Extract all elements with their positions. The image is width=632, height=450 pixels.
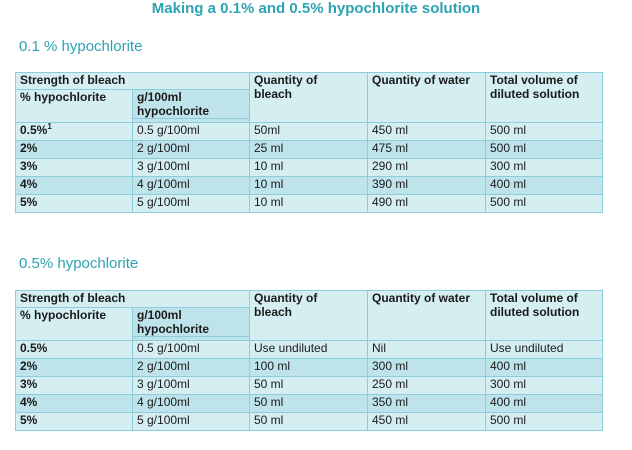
table-header-row xyxy=(16,291,603,308)
cell-water: 350 ml xyxy=(368,395,486,413)
cell-water: 490 ml xyxy=(368,195,486,213)
table-row xyxy=(16,341,603,359)
cell-bleach: 50 ml xyxy=(250,413,368,431)
cell-total: 400 ml xyxy=(486,395,603,413)
cell-water: 390 ml xyxy=(368,177,486,195)
cell-water: 250 ml xyxy=(368,377,486,395)
cell-total: 400 ml xyxy=(486,177,603,195)
cell-bleach: 10 ml xyxy=(250,195,368,213)
header-strength-of-bleach: Strength of bleach xyxy=(16,291,250,308)
section-heading-0-5-percent: 0.5% hypochlorite xyxy=(19,255,139,272)
header-line: Quantity of xyxy=(254,73,318,87)
cell-g-per-100ml: 0.5 g/100ml xyxy=(133,123,250,141)
table-row xyxy=(16,141,603,159)
cell-percent: 5% xyxy=(16,413,133,431)
cell-total: 500 ml xyxy=(486,413,603,431)
cell-bleach: 50 ml xyxy=(250,377,368,395)
dilution-table-0-5-percent xyxy=(15,290,603,431)
cell-total: Use undiluted xyxy=(486,341,603,359)
header-quantity-of-bleach xyxy=(250,73,368,123)
header-line: hypochlorite xyxy=(137,104,210,118)
cell-total: 300 ml xyxy=(486,377,603,395)
header-line: bleach xyxy=(254,87,293,101)
cell-total: 500 ml xyxy=(486,141,603,159)
cell-g-per-100ml: 5 g/100ml xyxy=(133,195,250,213)
cell-bleach: Use undiluted xyxy=(250,341,368,359)
cell-bleach: 25 ml xyxy=(250,141,368,159)
cell-percent: 4% xyxy=(16,395,133,413)
cell-water: 450 ml xyxy=(368,413,486,431)
header-line: Total volume of xyxy=(490,291,578,305)
header-g-per-100ml xyxy=(133,308,250,337)
cell-percent: 3% xyxy=(16,377,133,395)
header-quantity-of-bleach xyxy=(250,291,368,341)
dilution-table-0-1-percent xyxy=(15,72,603,213)
header-g-per-100ml xyxy=(133,90,250,119)
cell-g-per-100ml: 3 g/100ml xyxy=(133,377,250,395)
cell-bleach: 10 ml xyxy=(250,159,368,177)
cell-water: 300 ml xyxy=(368,359,486,377)
table-row xyxy=(16,195,603,213)
table-row xyxy=(16,377,603,395)
cell-water: 290 ml xyxy=(368,159,486,177)
header-line: diluted solution xyxy=(490,305,580,319)
cell-percent: 3% xyxy=(16,159,133,177)
section-heading-0-1-percent: 0.1 % hypochlorite xyxy=(19,38,143,55)
cell-bleach: 10 ml xyxy=(250,177,368,195)
cell-water: 475 ml xyxy=(368,141,486,159)
document-title: Making a 0.1% and 0.5% hypochlorite solution xyxy=(151,0,481,17)
header-line: Total volume of xyxy=(490,73,578,87)
cell-total: 300 ml xyxy=(486,159,603,177)
header-total-volume xyxy=(486,73,603,123)
header-line: hypochlorite xyxy=(137,322,210,336)
cell-bleach: 100 ml xyxy=(250,359,368,377)
header-line: bleach xyxy=(254,305,293,319)
cell-water: 450 ml xyxy=(368,123,486,141)
header-line: g/100ml xyxy=(137,308,182,322)
cell-percent: 5% xyxy=(16,195,133,213)
cell-total: 500 ml xyxy=(486,123,603,141)
header-quantity-of-water: Quantity of water xyxy=(368,291,486,341)
cell-total: 400 ml xyxy=(486,359,603,377)
header-line: g/100ml xyxy=(137,90,182,104)
cell-water: Nil xyxy=(368,341,486,359)
cell-text: 0.5% xyxy=(20,123,48,137)
cell-g-per-100ml: 0.5 g/100ml xyxy=(133,341,250,359)
table-row xyxy=(16,177,603,195)
header-total-volume xyxy=(486,291,603,341)
header-line: Quantity of xyxy=(254,291,318,305)
header-percent-hypochlorite: % hypochlorite xyxy=(16,308,133,341)
header-line: diluted solution xyxy=(490,87,580,101)
table-row xyxy=(16,123,603,141)
cell-g-per-100ml: 4 g/100ml xyxy=(133,395,250,413)
cell-percent: 0.5% xyxy=(16,341,133,359)
table-row xyxy=(16,413,603,431)
cell-percent xyxy=(16,123,133,141)
cell-percent: 4% xyxy=(16,177,133,195)
cell-g-per-100ml: 2 g/100ml xyxy=(133,359,250,377)
cell-percent: 2% xyxy=(16,359,133,377)
cell-g-per-100ml: 2 g/100ml xyxy=(133,141,250,159)
table-row xyxy=(16,359,603,377)
header-strength-of-bleach: Strength of bleach xyxy=(16,73,250,90)
cell-bleach: 50 ml xyxy=(250,395,368,413)
cell-percent: 2% xyxy=(16,141,133,159)
table-row xyxy=(16,159,603,177)
header-quantity-of-water: Quantity of water xyxy=(368,73,486,123)
footnote-marker: 1 xyxy=(47,122,52,131)
cell-bleach: 50ml xyxy=(250,123,368,141)
table-row xyxy=(16,395,603,413)
cell-g-per-100ml: 4 g/100ml xyxy=(133,177,250,195)
cell-g-per-100ml: 3 g/100ml xyxy=(133,159,250,177)
cell-g-per-100ml: 5 g/100ml xyxy=(133,413,250,431)
header-percent-hypochlorite: % hypochlorite xyxy=(16,90,133,123)
table-header-row xyxy=(16,73,603,90)
cell-total: 500 ml xyxy=(486,195,603,213)
